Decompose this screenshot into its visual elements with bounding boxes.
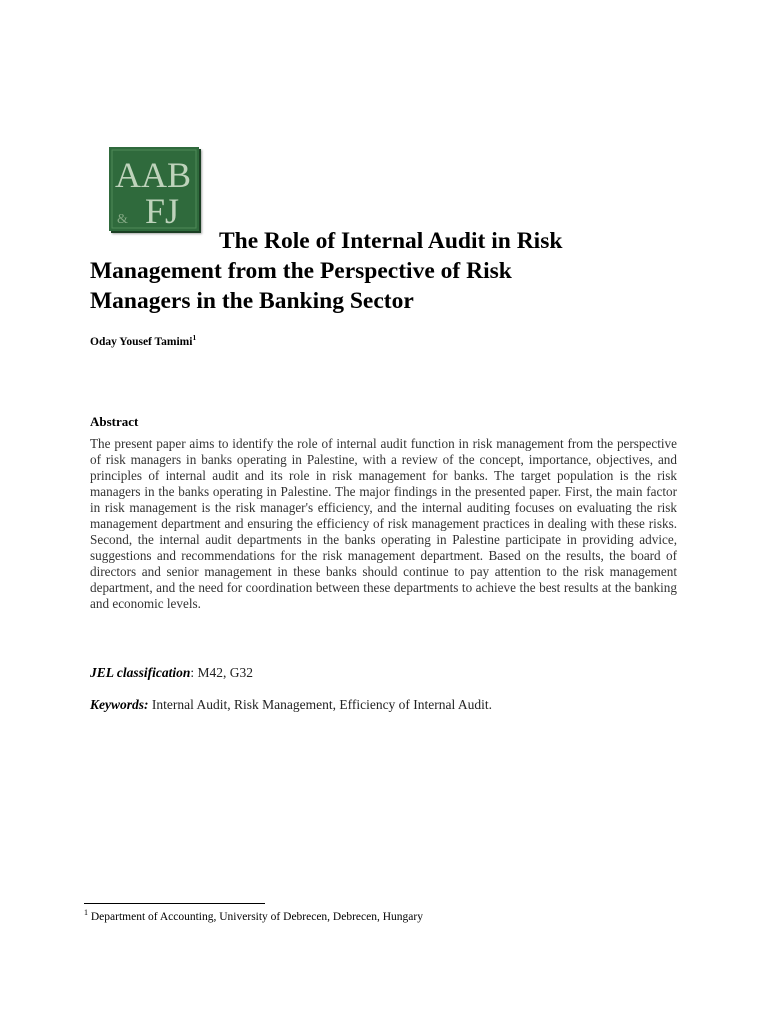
paper-title	[90, 226, 690, 316]
svg-text:&: &	[117, 212, 128, 227]
title-line-3: Managers in the Banking Sector	[90, 288, 414, 314]
footnote-mark: 1	[84, 908, 88, 917]
svg-text:FJ: FJ	[145, 191, 180, 231]
keywords-label: Keywords:	[90, 697, 149, 712]
footnote-divider	[84, 903, 265, 904]
footnote	[84, 908, 423, 923]
footnote-text: Department of Accounting, University of Debrecen, Debrecen, Hungary	[88, 910, 423, 923]
keywords-value: Internal Audit, Risk Management, Efficiency of Internal Audit.	[148, 697, 493, 712]
abstract-heading: Abstract	[90, 414, 139, 429]
author-footnote-mark: 1	[192, 333, 197, 342]
jel-value: : M42, G32	[190, 665, 254, 680]
title-line-1: The Role of Internal Audit in Risk	[219, 228, 563, 254]
jel-classification	[90, 665, 253, 681]
author-line	[90, 333, 196, 348]
abstract-text: The present paper aims to identify the role of internal audit function in risk management from the perspective of risk managers in banks operating in Palestine, with a review of the concept, importance, objectives, and principles of internal audit and its role in risk management for banks. The target population is the risk managers in the banks operating in Palestine. The major findings in the presented paper. First, the main factor in risk management is the risk manager's efficiency, and the internal auditing focuses on evaluating the risk management department and ensuring the efficiency of risk management practices in dealing with these risks. Second, the internal audit departments in the banks operating in Palestine participate in providing advice, suggestions and recommendations for the risk management department. Based on the results, the board of directors and senior management in these banks should continue to pay attention to the risk management department, and the need for coordination between these departments to achieve the best results at the banking and economic levels.	[90, 436, 677, 611]
keywords	[90, 697, 492, 713]
author-name: Oday Yousef Tamimi	[90, 335, 193, 348]
journal-logo	[109, 147, 199, 231]
jel-label: JEL classification	[90, 665, 191, 680]
svg-text:AAB: AAB	[115, 155, 192, 195]
title-line-2: Management from the Perspective of Risk	[90, 258, 512, 284]
